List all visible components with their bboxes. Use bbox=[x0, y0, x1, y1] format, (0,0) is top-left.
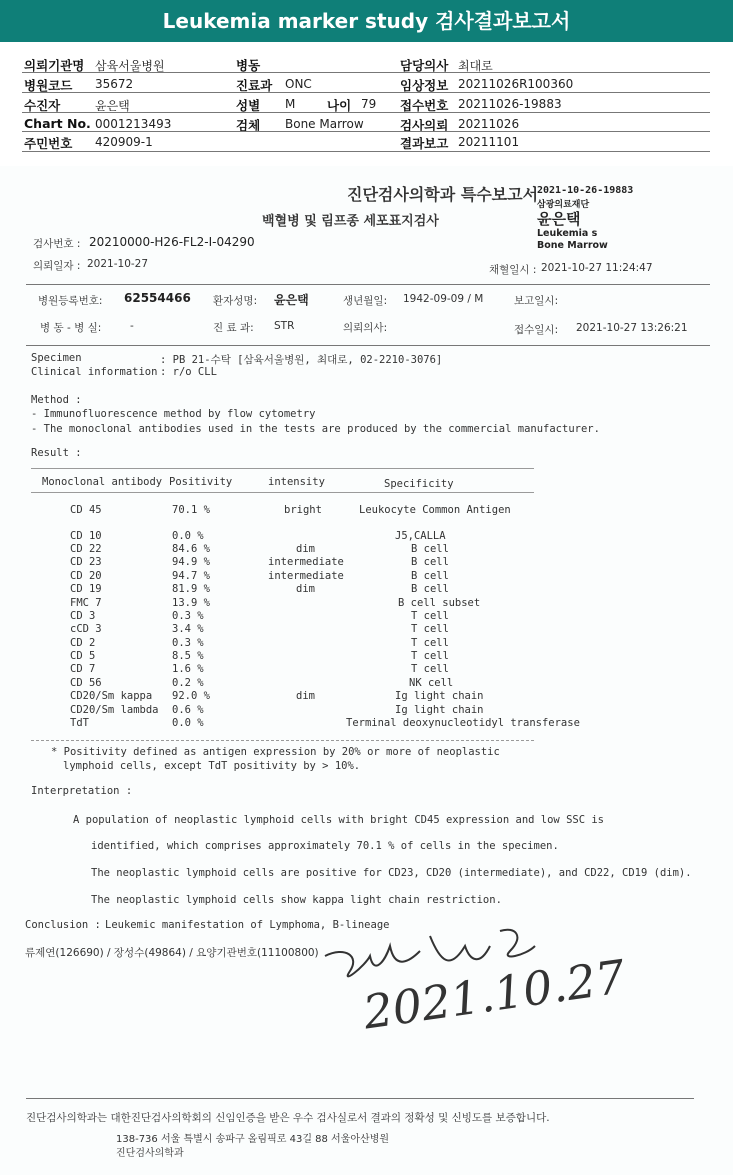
method-line: - The monoclonal antibodies used in the tests are produced by the commercial manufacturer. bbox=[31, 423, 600, 435]
scanned-report bbox=[0, 166, 733, 1175]
intensity-cell: dim bbox=[296, 583, 315, 595]
interpretation-line: The neoplastic lymphoid cells show kappa light chain restriction. bbox=[91, 894, 502, 906]
info-label-patient: 수진자 bbox=[24, 98, 61, 113]
positivity-cell: 1.6 % bbox=[172, 663, 204, 675]
antibody-cell: CD20/Sm lambda bbox=[70, 704, 159, 716]
sticker-line: 삼광의료재단 bbox=[537, 200, 590, 210]
info-label-doctor: 담당의사 bbox=[400, 58, 449, 73]
clinical-label: Clinical information bbox=[31, 366, 158, 378]
col-specificity: Specificity bbox=[384, 478, 454, 490]
footer-certification: 진단검사의학과는 대한진단검사의학회의 신임인증을 받은 우수 검사실로서 결과의 정확성 및 신빙도를 보증합니다. bbox=[26, 1112, 550, 1124]
info-divider bbox=[22, 131, 710, 132]
info-value-hospital-code: 35672 bbox=[95, 77, 134, 91]
report-date-label: 보고일시: bbox=[514, 295, 559, 307]
antibody-cell: CD 23 bbox=[70, 556, 102, 568]
info-label-clinical: 임상정보 bbox=[400, 78, 449, 93]
ward: - bbox=[130, 320, 134, 332]
info-divider bbox=[22, 151, 710, 152]
interpretation-title: Interpretation : bbox=[31, 785, 133, 797]
specimen-value: : PB 21-수탁 [삼육서울병원, 최대로, 02-2210-3076] bbox=[160, 354, 443, 366]
exam-no: 20210000-H26-FL2-I-04290 bbox=[89, 235, 255, 249]
pt-name: 윤은택 bbox=[274, 293, 309, 307]
specificity-cell: B cell bbox=[411, 570, 449, 582]
info-value-institution: 삼육서울병원 bbox=[95, 59, 165, 73]
handwritten-date: 2021.10.27 bbox=[360, 949, 629, 1040]
info-label-sex: 성별 bbox=[236, 98, 261, 113]
specificity-cell: B cell bbox=[411, 583, 449, 595]
info-value-receipt-no: 20211026-19883 bbox=[458, 97, 562, 111]
result-title: Result : bbox=[31, 447, 82, 459]
sticker-line: Leukemia s bbox=[537, 228, 598, 239]
info-label-report-date: 결과보고 bbox=[400, 136, 449, 151]
intensity-cell: bright bbox=[284, 504, 322, 516]
intensity-cell: dim bbox=[296, 543, 315, 555]
specificity-cell: T cell bbox=[411, 637, 449, 649]
positivity-cell: 92.0 % bbox=[172, 690, 210, 702]
clinical-value: : r/o CLL bbox=[160, 366, 217, 378]
antibody-cell: FMC 7 bbox=[70, 597, 102, 609]
method-line: - Immunofluorescence method by flow cytometry bbox=[31, 408, 316, 420]
positivity-cell: 8.5 % bbox=[172, 650, 204, 662]
antibody-cell: cCD 3 bbox=[70, 623, 102, 635]
positivity-note: * Positivity defined as antigen expression by 20% or more of neoplastic bbox=[51, 746, 500, 758]
info-label-institution: 의뢰기관명 bbox=[24, 58, 85, 73]
positivity-cell: 0.0 % bbox=[172, 717, 204, 729]
intensity-cell: dim bbox=[296, 690, 315, 702]
info-value-patient: 윤은택 bbox=[95, 99, 130, 113]
positivity-cell: 0.3 % bbox=[172, 610, 204, 622]
specificity-cell: NK cell bbox=[409, 677, 454, 689]
info-label-dept: 진료과 bbox=[236, 78, 273, 93]
info-label-request-date: 검사의뢰 bbox=[400, 118, 449, 133]
positivity-note: lymphoid cells, except TdT positivity by > 10%. bbox=[63, 760, 361, 772]
info-label-ward: 병동 bbox=[236, 58, 261, 73]
antibody-cell: CD 20 bbox=[70, 570, 102, 582]
table-rule bbox=[31, 740, 534, 741]
positivity-cell: 0.0 % bbox=[172, 530, 204, 542]
req-date-label: 의뢰일자 : bbox=[33, 260, 81, 272]
antibody-cell: CD 56 bbox=[70, 677, 102, 689]
antibody-cell: CD 5 bbox=[70, 650, 96, 662]
doctor-label: 의뢰의사: bbox=[343, 322, 388, 334]
positivity-cell: 13.9 % bbox=[172, 597, 210, 609]
conclusion: Leukemic manifestation of Lymphoma, B-lineage bbox=[105, 919, 390, 931]
signers: 류제연(126690) / 장성수(49864) / 요양기관번호(11100800) bbox=[25, 947, 319, 959]
pt-name-label: 환자성명: bbox=[213, 295, 258, 307]
info-label-specimen: 검체 bbox=[236, 118, 261, 133]
info-value-age: 79 bbox=[361, 97, 377, 111]
recv-label: 접수일시: bbox=[514, 324, 559, 336]
col-antibody: Monoclonal antibody bbox=[42, 476, 163, 488]
info-divider bbox=[22, 112, 710, 113]
specificity-cell: T cell bbox=[411, 623, 449, 635]
antibody-cell: TdT bbox=[70, 717, 89, 729]
positivity-cell: 70.1 % bbox=[172, 504, 210, 516]
specificity-cell: B cell subset bbox=[398, 597, 481, 609]
exam-no-label: 검사번호 : bbox=[33, 238, 81, 250]
antibody-cell: CD 2 bbox=[70, 637, 96, 649]
specificity-cell: B cell bbox=[411, 556, 449, 568]
positivity-cell: 0.2 % bbox=[172, 677, 204, 689]
specificity-cell: T cell bbox=[411, 610, 449, 622]
sticker-line: 윤은택 bbox=[537, 210, 581, 228]
antibody-cell: CD 22 bbox=[70, 543, 102, 555]
table-rule bbox=[31, 492, 534, 493]
specificity-cell: Terminal deoxynucleotidyl transferase bbox=[346, 717, 580, 729]
info-divider bbox=[22, 92, 710, 93]
col-intensity: intensity bbox=[268, 476, 325, 488]
intensity-cell: intermediate bbox=[268, 570, 344, 582]
dob: 1942-09-09 / M bbox=[403, 293, 484, 305]
specificity-cell: Ig light chain bbox=[395, 690, 484, 702]
collect-label: 채혈일시 : bbox=[489, 264, 537, 276]
reg-no-label: 병원등록번호: bbox=[38, 295, 103, 307]
report-sub-title: 백혈병 및 림프종 세포표지검사 bbox=[262, 214, 439, 229]
antibody-cell: CD 7 bbox=[70, 663, 96, 675]
footer-rule bbox=[26, 1098, 694, 1099]
ward-label: 병 동 - 병 실: bbox=[40, 322, 102, 334]
dept: STR bbox=[274, 320, 295, 332]
specificity-cell: Leukocyte Common Antigen bbox=[359, 504, 511, 516]
positivity-cell: 94.7 % bbox=[172, 570, 210, 582]
sticker-line: Bone Marrow bbox=[537, 240, 608, 251]
info-value-doctor: 최대로 bbox=[458, 59, 493, 73]
report-main-title: 진단검사의학과 특수보고서 bbox=[347, 185, 539, 204]
info-value-report-date: 20211101 bbox=[458, 135, 520, 149]
info-divider bbox=[22, 72, 710, 73]
positivity-cell: 84.6 % bbox=[172, 543, 210, 555]
info-label-hospital-code: 병원코드 bbox=[24, 78, 73, 93]
sticker-line: 2021-10-26-19883 bbox=[537, 185, 634, 196]
antibody-cell: CD 45 bbox=[70, 504, 102, 516]
collect-datetime: 2021-10-27 11:24:47 bbox=[541, 262, 653, 274]
antibody-cell: CD 10 bbox=[70, 530, 102, 542]
method-title: Method : bbox=[31, 394, 82, 406]
footer-dept: 진단검사의학과 bbox=[116, 1148, 184, 1159]
specificity-cell: Ig light chain bbox=[395, 704, 484, 716]
info-value-sex: M bbox=[285, 97, 296, 111]
specificity-cell: B cell bbox=[411, 543, 449, 555]
conclusion-label: Conclusion : bbox=[25, 919, 101, 931]
footer-address: 138-736 서울 특별시 송파구 올림픽로 43길 88 서울아산병원 bbox=[116, 1134, 390, 1145]
info-label-age: 나이 bbox=[327, 98, 352, 113]
col-positivity: Positivity bbox=[169, 476, 233, 488]
table-rule bbox=[31, 468, 534, 469]
info-label-receipt-no: 접수번호 bbox=[400, 98, 449, 113]
specificity-cell: J5,CALLA bbox=[395, 530, 446, 542]
positivity-cell: 0.6 % bbox=[172, 704, 204, 716]
reg-no: 62554466 bbox=[124, 291, 191, 305]
info-label-chart-no: Chart No. bbox=[24, 116, 91, 131]
antibody-cell: CD20/Sm kappa bbox=[70, 690, 153, 702]
positivity-cell: 81.9 % bbox=[172, 583, 210, 595]
info-value-specimen: Bone Marrow bbox=[285, 117, 364, 131]
positivity-cell: 3.4 % bbox=[172, 623, 204, 635]
antibody-cell: CD 3 bbox=[70, 610, 96, 622]
specimen-label: Specimen bbox=[31, 352, 82, 364]
recv-datetime: 2021-10-27 13:26:21 bbox=[576, 322, 688, 334]
interpretation-line: identified, which comprises approximately 70.1 % of cells in the specimen. bbox=[91, 840, 559, 852]
info-value-dept: ONC bbox=[285, 77, 312, 91]
interpretation-line: A population of neoplastic lymphoid cells with bright CD45 expression and low SSC is bbox=[73, 814, 605, 826]
antibody-cell: CD 19 bbox=[70, 583, 102, 595]
info-value-resident-no: 420909-1 bbox=[95, 135, 153, 149]
info-label-resident-no: 주민번호 bbox=[24, 136, 73, 151]
info-value-chart-no: 0001213493 bbox=[95, 117, 172, 131]
interpretation-line: The neoplastic lymphoid cells are positive for CD23, CD20 (intermediate), and CD22, CD19 (dim). bbox=[91, 867, 692, 879]
info-value-clinical: 20211026R100360 bbox=[458, 77, 574, 91]
dept-label: 진 료 과: bbox=[213, 322, 254, 334]
positivity-cell: 94.9 % bbox=[172, 556, 210, 568]
specificity-cell: T cell bbox=[411, 650, 449, 662]
req-date: 2021-10-27 bbox=[87, 258, 149, 270]
specificity-cell: T cell bbox=[411, 663, 449, 675]
positivity-cell: 0.3 % bbox=[172, 637, 204, 649]
dob-label: 생년월일: bbox=[343, 295, 388, 307]
intensity-cell: intermediate bbox=[268, 556, 344, 568]
report-title-bar: Leukemia marker study 검사결과보고서 bbox=[0, 0, 733, 42]
info-value-request-date: 20211026 bbox=[458, 117, 520, 131]
